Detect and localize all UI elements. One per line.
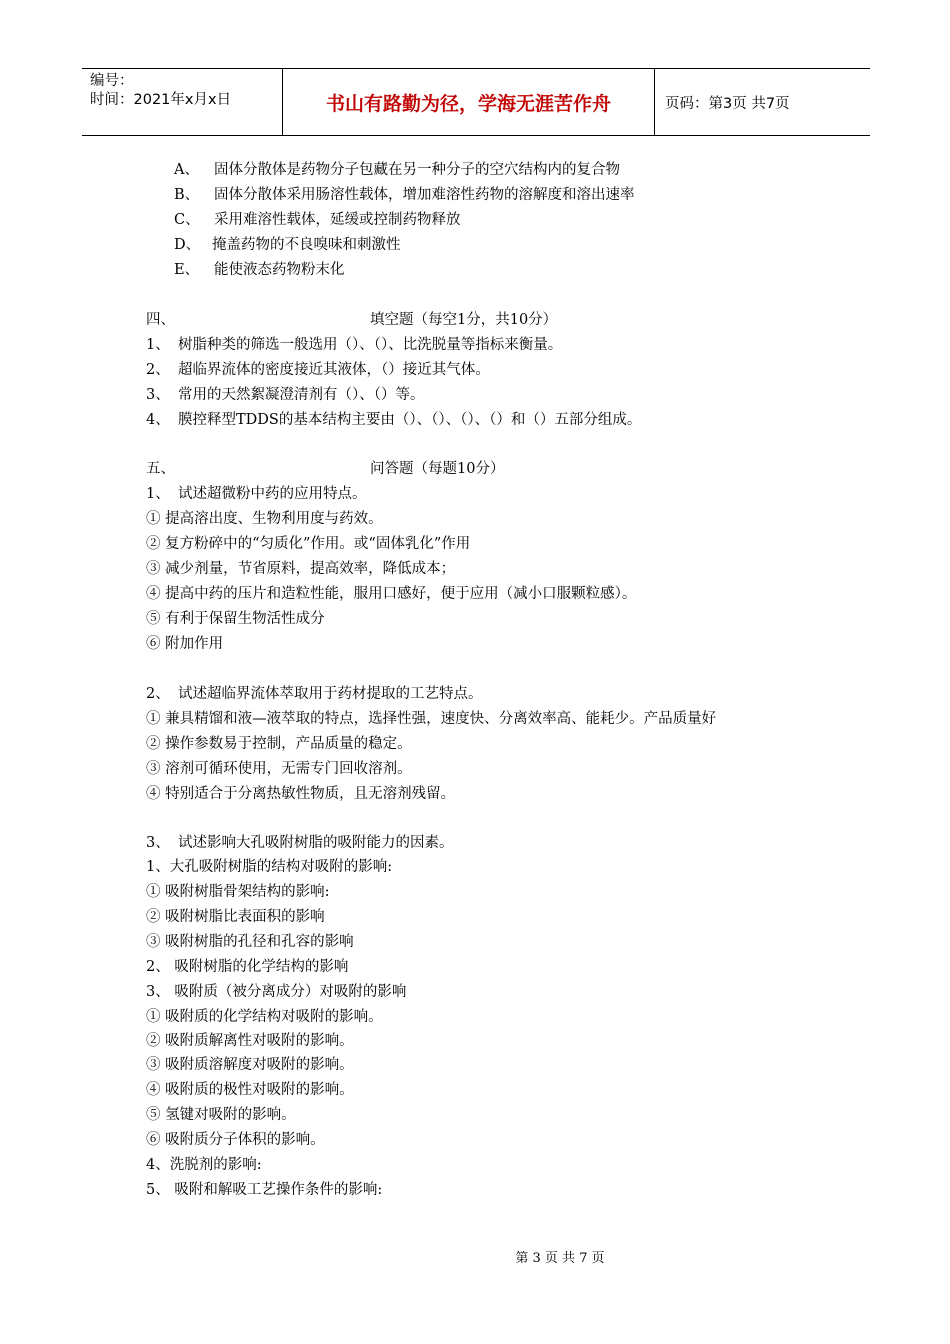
answer-line: ⑤ 氢键对吸附的影响。 <box>146 1107 296 1123</box>
answer-line: ④ 吸附质的极性对吸附的影响。 <box>146 1082 354 1098</box>
answer-line: 1、大孔吸附树脂的结构对吸附的影响: <box>146 859 393 875</box>
section-title: 问答题（每题10分） <box>370 461 505 477</box>
item-text: 超临界流体的密度接近其液体，（）接近其气体。 <box>178 362 490 378</box>
option-marker: D、 <box>174 237 201 253</box>
answer-line: ⑥ 吸附质分子体积的影响。 <box>146 1132 325 1148</box>
item-marker: 2、 <box>146 362 170 378</box>
item-text: 膜控释型TDDS的基本结构主要由（）、（）、（）、（）和（）五部分组成。 <box>178 412 642 428</box>
answer-line: ① 吸附质的化学结构对吸附的影响。 <box>146 1009 383 1025</box>
answer-line: 2、 吸附树脂的化学结构的影响 <box>146 959 349 975</box>
question-marker: 2、 <box>146 686 170 702</box>
section-5-heading <box>146 459 504 479</box>
section-title: 填空题（每空1分，共10分） <box>370 312 558 328</box>
question-1 <box>146 484 367 504</box>
option-marker: B、 <box>174 187 200 203</box>
item-marker: 1、 <box>146 337 170 353</box>
document-number-label: 编号： <box>90 73 134 89</box>
question-3 <box>146 833 454 853</box>
document-time-label: 时间：2021年x月x日 <box>90 92 232 108</box>
header-motto: 书山有路勤为径，学海无涯苦作舟 <box>282 69 655 135</box>
question-marker: 3、 <box>146 835 170 851</box>
option-text: 固体分散体是药物分子包藏在另一种分子的空穴结构内的复合物 <box>214 162 620 178</box>
option-a <box>174 160 620 180</box>
answer-line: ① 吸附树脂骨架结构的影响: <box>146 884 330 900</box>
answer-line: ① 兼具精馏和液—液萃取的特点，选择性强，速度快、分离效率高、能耗少。产品质量好 <box>146 711 717 727</box>
answer-line: ① 提高溶出度、生物利用度与药效。 <box>146 511 383 527</box>
answer-line: ② 吸附树脂比表面积的影响 <box>146 909 325 925</box>
page-footer: 第 3 页 共 7 页 <box>515 1251 605 1266</box>
answer-line: 4、洗脱剂的影响: <box>146 1157 262 1173</box>
option-b <box>174 185 635 205</box>
header-page-number: 页码：第3页 共7页 <box>665 95 790 112</box>
item-marker: 4、 <box>146 412 170 428</box>
question-text: 试述超临界流体萃取用于药材提取的工艺特点。 <box>178 686 483 702</box>
answer-line: ② 操作参数易于控制，产品质量的稳定。 <box>146 736 412 752</box>
item-text: 常用的天然絮凝澄清剂有（）、（）等。 <box>178 387 425 403</box>
question-marker: 1、 <box>146 486 170 502</box>
item-text: 树脂种类的筛选一般选用（）、（）、比洗脱量等指标来衡量。 <box>178 337 563 353</box>
answer-line: ④ 提高中药的压片和造粒性能，服用口感好，便于应用（减小口服颗粒感）。 <box>146 586 637 602</box>
option-marker: E、 <box>174 262 200 278</box>
option-text: 采用难溶性载体，延缓或控制药物释放 <box>214 212 461 228</box>
question-text: 试述影响大孔吸附树脂的吸附能力的因素。 <box>178 835 454 851</box>
section-marker: 五、 <box>146 461 175 477</box>
answer-line: ⑥ 附加作用 <box>146 636 224 652</box>
fill-item-2 <box>146 360 490 380</box>
answer-line: ② 复方粉碎中的“匀质化”作用。或“固体乳化”作用 <box>146 536 471 552</box>
fill-item-3 <box>146 385 425 405</box>
option-text: 固体分散体采用肠溶性载体，增加难溶性药物的溶解度和溶出速率 <box>214 187 635 203</box>
answer-line: ④ 特别适合于分离热敏性物质，且无溶剂残留。 <box>146 786 456 802</box>
option-text: 掩盖药物的不良嗅味和刺激性 <box>212 237 401 253</box>
option-d <box>174 235 401 255</box>
answer-line: 3、 吸附质（被分离成分）对吸附的影响 <box>146 984 407 1000</box>
answer-line: ③ 吸附质溶解度对吸附的影响。 <box>146 1057 354 1073</box>
answer-line: 5、 吸附和解吸工艺操作条件的影响: <box>146 1182 383 1198</box>
option-e <box>174 260 345 280</box>
answer-line: ⑤ 有利于保留生物活性成分 <box>146 611 325 627</box>
answer-line: ② 吸附质解离性对吸附的影响。 <box>146 1033 354 1049</box>
answer-line: ③ 吸附树脂的孔径和孔容的影响 <box>146 934 354 950</box>
item-marker: 3、 <box>146 387 170 403</box>
section-4-heading <box>146 310 557 330</box>
question-2 <box>146 684 483 704</box>
section-marker: 四、 <box>146 312 175 328</box>
answer-line: ③ 减少剂量，节省原料，提高效率，降低成本； <box>146 561 456 577</box>
page-header <box>82 68 870 136</box>
answer-line: ③ 溶剂可循环使用，无需专门回收溶剂。 <box>146 761 412 777</box>
option-text: 能使液态药物粉末化 <box>214 262 345 278</box>
fill-item-4 <box>146 410 641 430</box>
fill-item-1 <box>146 335 562 355</box>
option-c <box>174 210 461 230</box>
question-text: 试述超微粉中药的应用特点。 <box>178 486 367 502</box>
option-marker: A、 <box>174 162 199 178</box>
option-marker: C、 <box>174 212 200 228</box>
header-left <box>82 69 282 135</box>
